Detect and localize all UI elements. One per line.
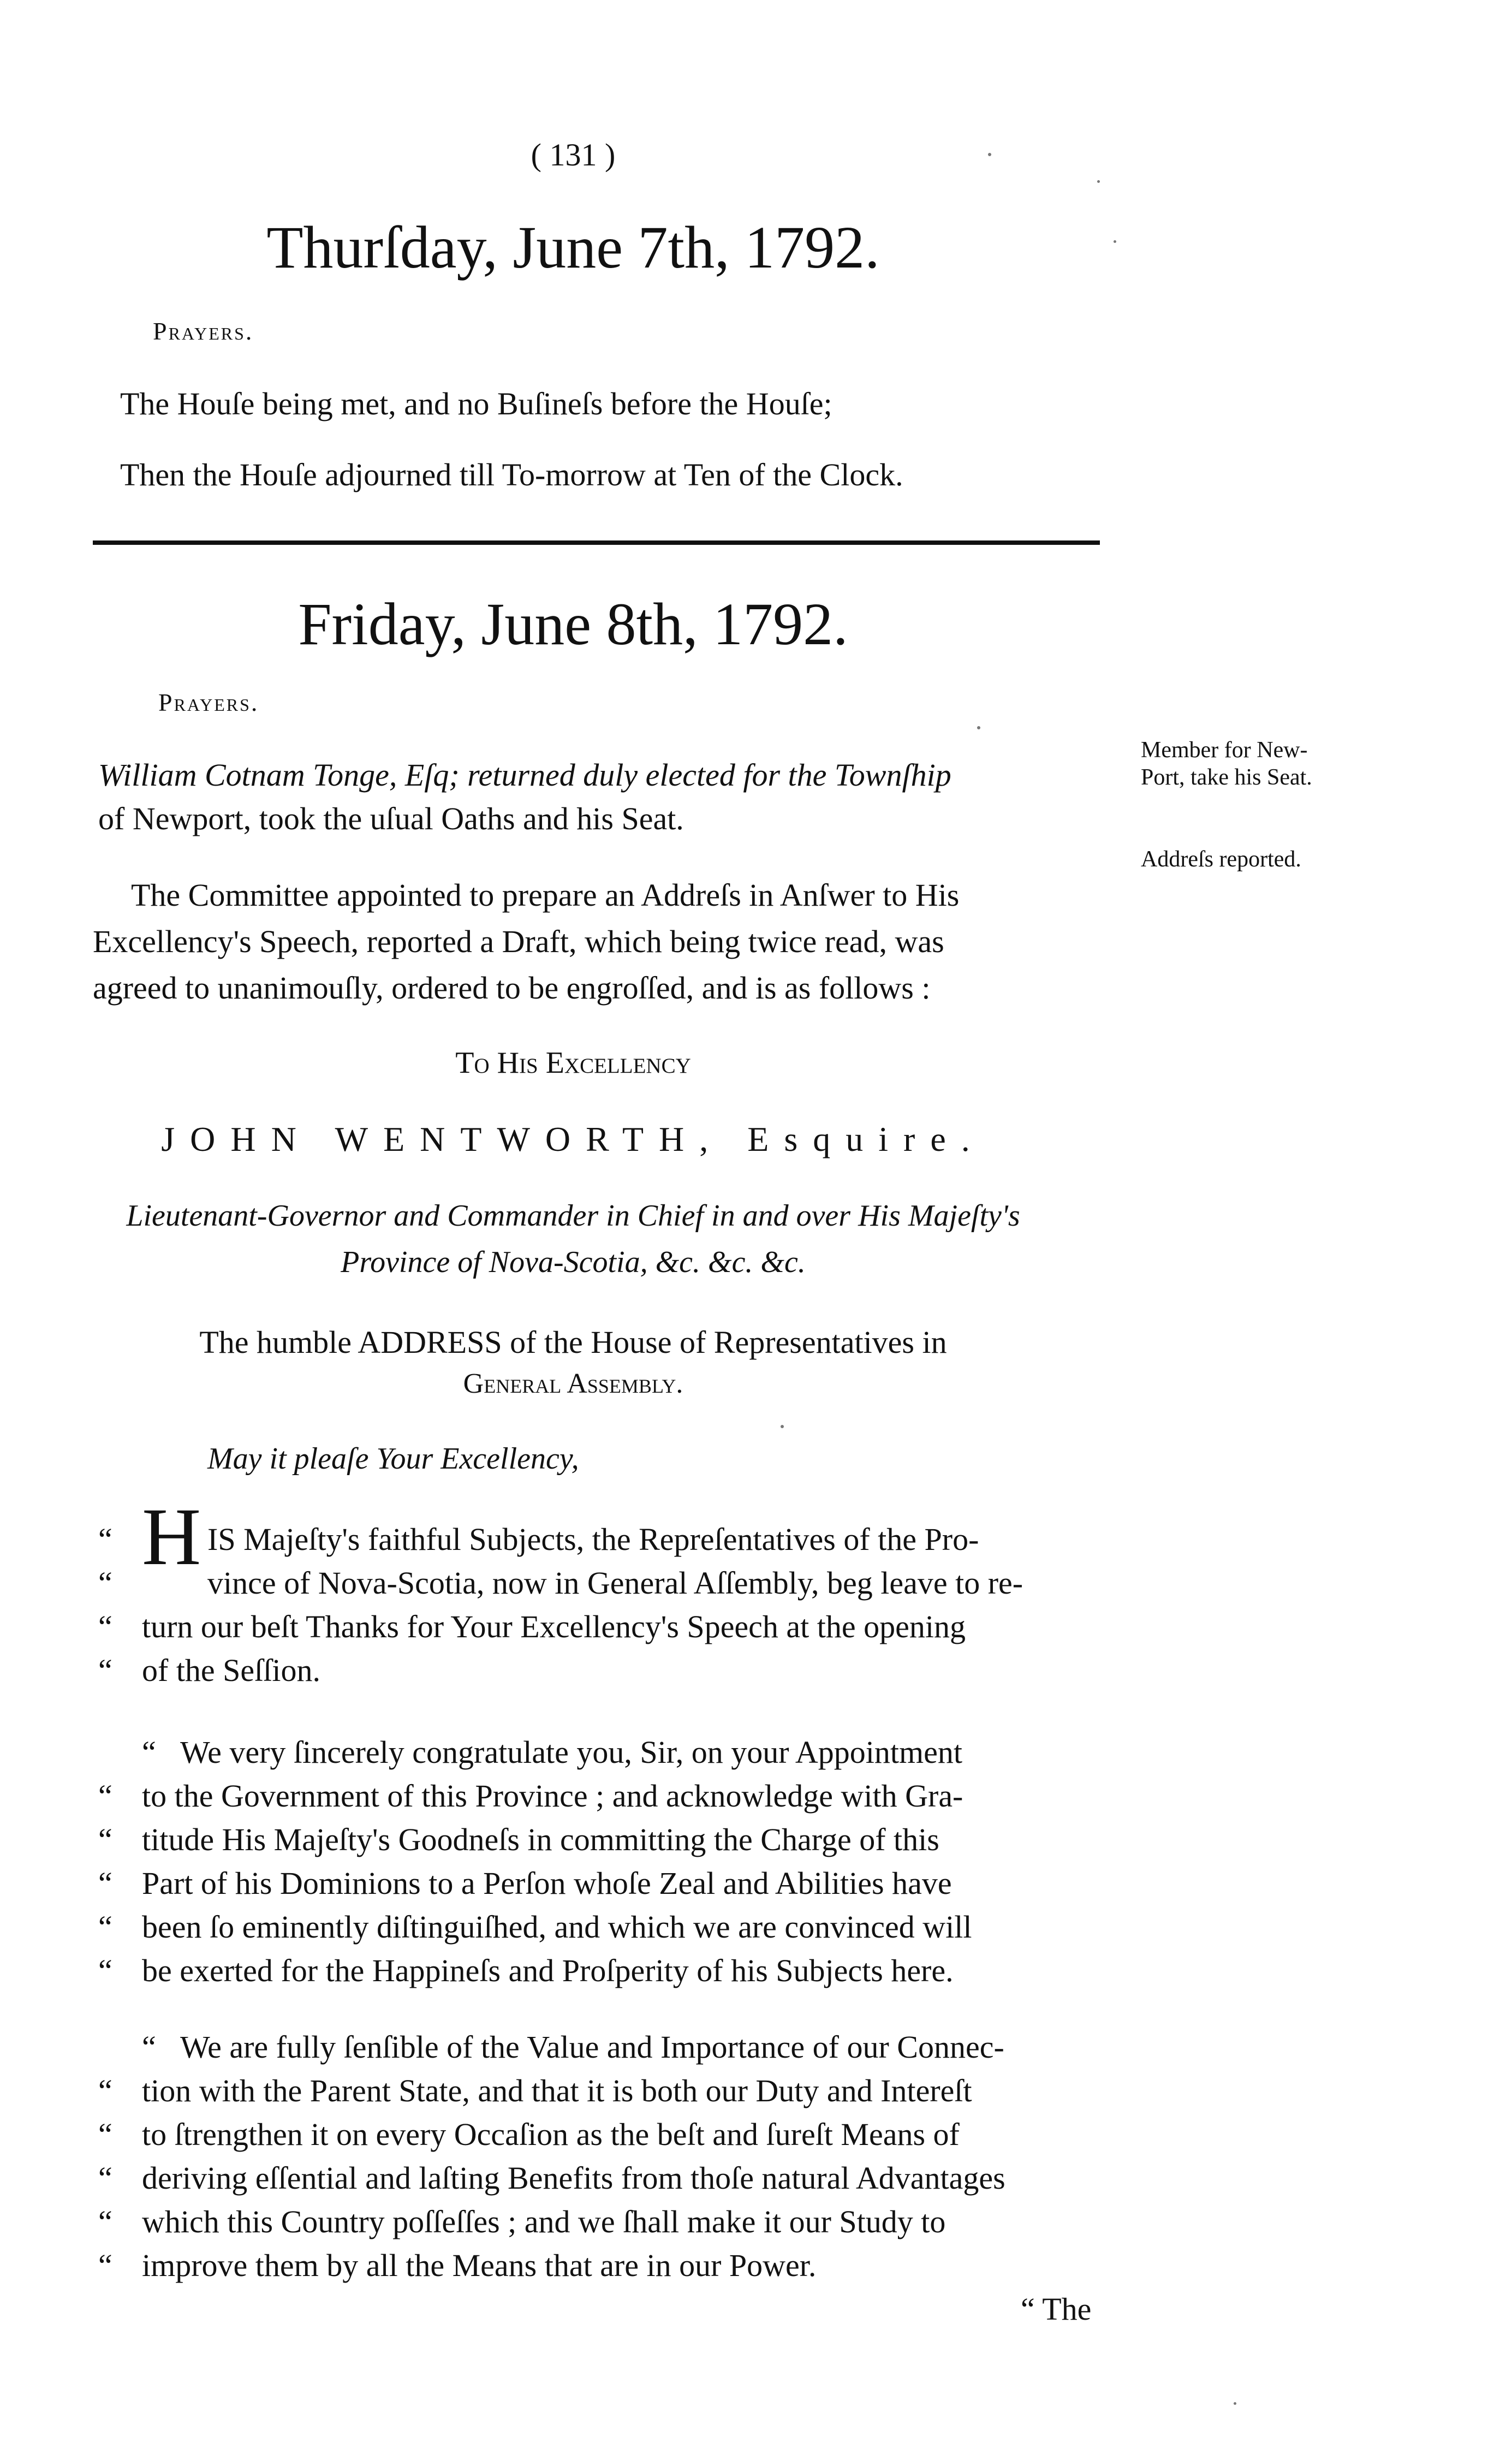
thursday-line-1: The Houſe being met, and no Buſineſs before the Houſe; <box>120 386 832 421</box>
committee-para-line-2: Excellency's Speech, reported a Draft, which being twice read, was <box>93 924 944 959</box>
margin-note-member-line-2: Port, take his Seat. <box>1141 765 1312 790</box>
quote-mark: “ <box>98 1653 112 1688</box>
scan-speck <box>781 1425 784 1428</box>
p2-line-3: titude His Majeſty's Goodneſs in committing the Charge of this <box>142 1822 939 1857</box>
catchword: “ The <box>1021 2291 1092 2327</box>
quote-mark: “ <box>98 1909 112 1945</box>
quote-mark: “ <box>98 2073 112 2108</box>
humble-address-line-1: The humble ADDRESS of the House of Representatives in <box>199 1324 947 1360</box>
friday-prayers: Prayers. <box>158 688 259 716</box>
p3-line-1: We are fully ſenſible of the Value and Importance of our Connec- <box>180 2029 1004 2065</box>
p2-line-6: be exerted for the Happineſs and Proſperity of his Subjects here. <box>142 1953 954 1988</box>
scan-speck <box>1097 180 1100 183</box>
salutation: May it pleaſe Your Excellency, <box>207 1442 579 1476</box>
p1-line-1: IS Majeſty's faithful Subjects, the Repreſentatives of the Pro- <box>207 1522 979 1557</box>
quote-mark: “ <box>142 1734 156 1770</box>
quote-mark: “ <box>98 1865 112 1901</box>
committee-para-line-3: agreed to unanimouſly, ordered to be engroſſed, and is as follows : <box>93 970 931 1006</box>
margin-note-address-reported: Addreſs reported. <box>1141 847 1301 872</box>
p2-line-5: been ſo eminently diſtinguiſhed, and which we are convinced will <box>142 1909 972 1945</box>
p1-line-4: of the Seſſion. <box>142 1653 321 1688</box>
p3-line-4: deriving eſſential and laſting Benefits from thoſe natural Advantages <box>142 2160 1005 2196</box>
thursday-prayers: Prayers. <box>153 317 254 345</box>
p2-line-4: Part of his Dominions to a Perſon whoſe Zeal and Abilities have <box>142 1865 952 1901</box>
section-divider <box>93 540 1100 545</box>
p3-line-6: improve them by all the Means that are in our Power. <box>142 2248 817 2283</box>
address-name: JOHN WENTWORTH, Esquire. <box>161 1120 985 1158</box>
quote-mark: “ <box>98 1522 112 1557</box>
p2-line-1: We very ſincerely congratulate you, Sir, on your Appointment <box>180 1734 962 1770</box>
friday-date-heading: Friday, June 8th, 1792. <box>298 591 848 657</box>
scan-speck <box>1114 240 1116 243</box>
quote-mark: “ <box>98 2160 112 2196</box>
member-para-line-2: of Newport, took the uſual Oaths and his Seat. <box>98 801 684 836</box>
p3-line-2: tion with the Parent State, and that it is both our Duty and Intereſt <box>142 2073 972 2108</box>
page-number: ( 131 ) <box>531 137 616 173</box>
quote-mark: “ <box>98 1778 112 1814</box>
margin-note-member-line-1: Member for New- <box>1141 738 1308 763</box>
quote-mark: “ <box>98 1609 112 1644</box>
p3-line-5: which this Country poſſeſſes ; and we ſhall make it our Study to <box>142 2204 946 2239</box>
scan-speck <box>1234 2402 1236 2405</box>
p1-line-2: vince of Nova-Scotia, now in General Aſſembly, beg leave to re- <box>207 1565 1023 1601</box>
quote-mark: “ <box>98 1565 112 1601</box>
quote-mark: “ <box>98 1953 112 1988</box>
committee-para-line-1: The Committee appointed to prepare an Addreſs in Anſwer to His <box>131 877 960 913</box>
p3-line-3: to ſtrengthen it on every Occaſion as the beſt and ſureſt Means of <box>142 2117 960 2152</box>
drop-cap: H <box>142 1492 201 1582</box>
address-paragraph-1 <box>98 1492 1135 1698</box>
quote-mark: “ <box>98 2117 112 2152</box>
thursday-date-heading: Thurſday, June 7th, 1792. <box>266 214 880 281</box>
quote-mark: “ <box>98 2204 112 2239</box>
scan-speck <box>988 153 991 156</box>
address-title-line-2: Province of Nova-Scotia, &c. &c. &c. <box>341 1245 806 1279</box>
scan-speck <box>977 726 980 729</box>
quote-mark: “ <box>142 2029 156 2065</box>
thursday-line-2: Then the Houſe adjourned till To-morrow at Ten of the Clock. <box>120 457 903 492</box>
address-to-line: To His Excellency <box>455 1046 691 1080</box>
p1-line-3: turn our beſt Thanks for Your Excellency's Speech at the opening <box>142 1609 966 1644</box>
member-para-line-1: William Cotnam Tonge, Eſq; returned duly elected for the Townſhip <box>98 757 951 793</box>
address-paragraph-2 <box>98 1731 1135 2004</box>
humble-address-line-2: General Assembly. <box>463 1368 683 1399</box>
p2-line-2: to the Government of this Province ; and acknowledge with Gra- <box>142 1778 963 1814</box>
address-title-line-1: Lieutenant-Governor and Commander in Chief in and over His Majeſty's <box>126 1199 1020 1233</box>
quote-mark: “ <box>98 1822 112 1857</box>
quote-mark: “ <box>98 2248 112 2283</box>
address-paragraph-3 <box>98 2025 1135 2298</box>
